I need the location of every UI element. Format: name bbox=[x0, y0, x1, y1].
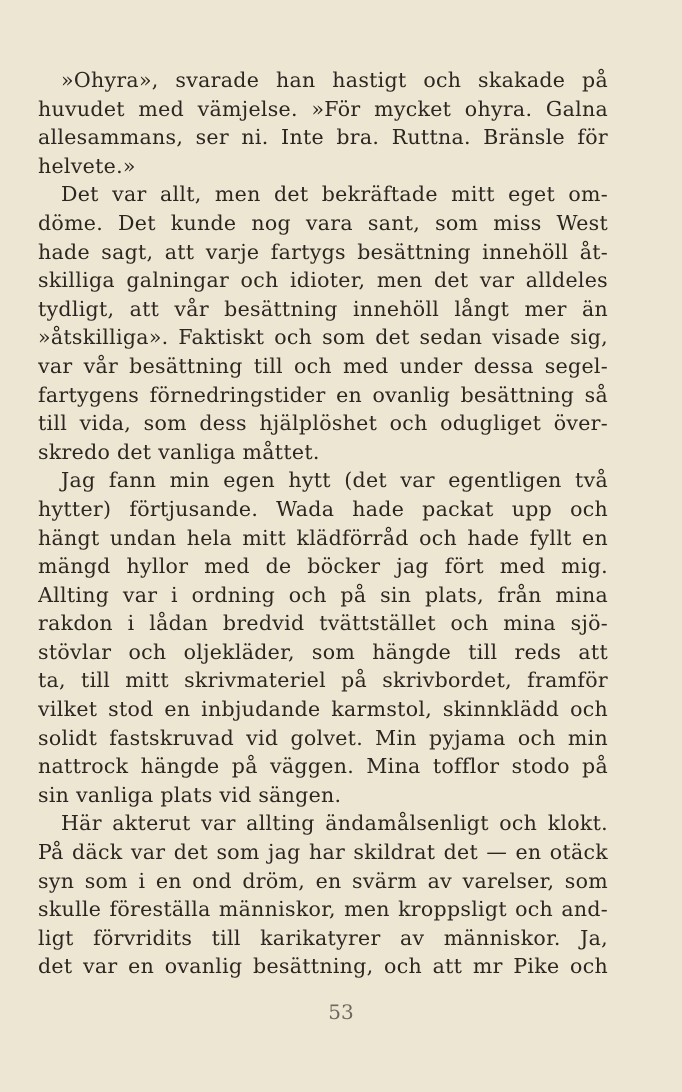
paragraph bbox=[38, 809, 608, 981]
text-line: huvudet med vämjelse. »För mycket ohyra. Galna bbox=[38, 96, 608, 121]
text-line: sin vanliga plats vid sängen. bbox=[38, 782, 342, 807]
text-line: Allting var i ordning och på sin plats, från mina bbox=[38, 582, 608, 607]
text-line: hytter) förtjusande. Wada hade packat upp och bbox=[38, 496, 608, 521]
text-line: rakdon i lådan bredvid tvättstället och mina sjö- bbox=[38, 611, 608, 636]
text-line: skulle föreställa människor, men kroppsligt och and- bbox=[38, 897, 608, 922]
text-line: helvete.» bbox=[38, 153, 136, 178]
text-line: ligt förvridits till karikatyrer av människor. Ja, bbox=[38, 925, 608, 950]
text-line: var vår besättning till och med under dessa segel- bbox=[38, 353, 608, 378]
text-line: döme. Det kunde nog vara sant, som miss West bbox=[38, 210, 608, 235]
text-line: tydligt, att vår besättning innehöll långt mer än bbox=[38, 296, 608, 321]
text-line: syn som i en ond dröm, en svärm av varelser, som bbox=[38, 868, 608, 893]
text-line: mängd hyllor med de böcker jag fört med mig. bbox=[38, 554, 608, 579]
text-line: nattrock hängde på väggen. Mina tofflor stodo på bbox=[38, 754, 608, 779]
text-line: Här akterut var allting ändamålsenligt och klokt. bbox=[61, 811, 608, 836]
text-line: Jag fann min egen hytt (det var egentligen två bbox=[61, 468, 608, 493]
text-line: det var en ovanlig besättning, och att mr Pike och bbox=[38, 954, 608, 979]
text-line: vilket stod en inbjudande karmstol, skinnklädd och bbox=[38, 697, 608, 722]
text-line: hängt undan hela mitt klädförråd och hade fyllt en bbox=[38, 525, 608, 550]
text-line: fartygens förnedringstider en ovanlig besättning så bbox=[38, 382, 608, 407]
text-line: skredo det vanliga måttet. bbox=[38, 439, 320, 464]
page-body bbox=[38, 66, 608, 981]
paragraph bbox=[38, 180, 608, 466]
text-line: »Ohyra», svarade han hastigt och skakade på bbox=[61, 68, 608, 92]
text-line: hade sagt, att varje fartygs besättning innehöll åt- bbox=[38, 239, 608, 264]
text-line: skilliga galningar och idioter, men det var alldeles bbox=[38, 268, 608, 293]
text-line: stövlar och oljekläder, som hängde till reds att bbox=[38, 639, 608, 664]
text-line: »åtskilliga». Faktiskt och som det sedan visade sig, bbox=[38, 325, 608, 350]
paragraph bbox=[38, 466, 608, 809]
text-line: På däck var det som jag har skildrat det — en otäck bbox=[38, 840, 608, 865]
text-line: Det var allt, men det bekräftade mitt eget om- bbox=[61, 182, 608, 207]
page-number: 53 bbox=[328, 1000, 354, 1024]
paragraph bbox=[38, 66, 608, 180]
text-line: allesammans, ser ni. Inte bra. Ruttna. Bränsle för bbox=[38, 125, 608, 150]
text-line: till vida, som dess hjälplöshet och odugliget över- bbox=[38, 411, 608, 436]
text-line: ta, till mitt skrivmateriel på skrivbordet, framför bbox=[38, 668, 608, 693]
text-line: solidt fastskruvad vid golvet. Min pyjama och min bbox=[38, 725, 608, 750]
